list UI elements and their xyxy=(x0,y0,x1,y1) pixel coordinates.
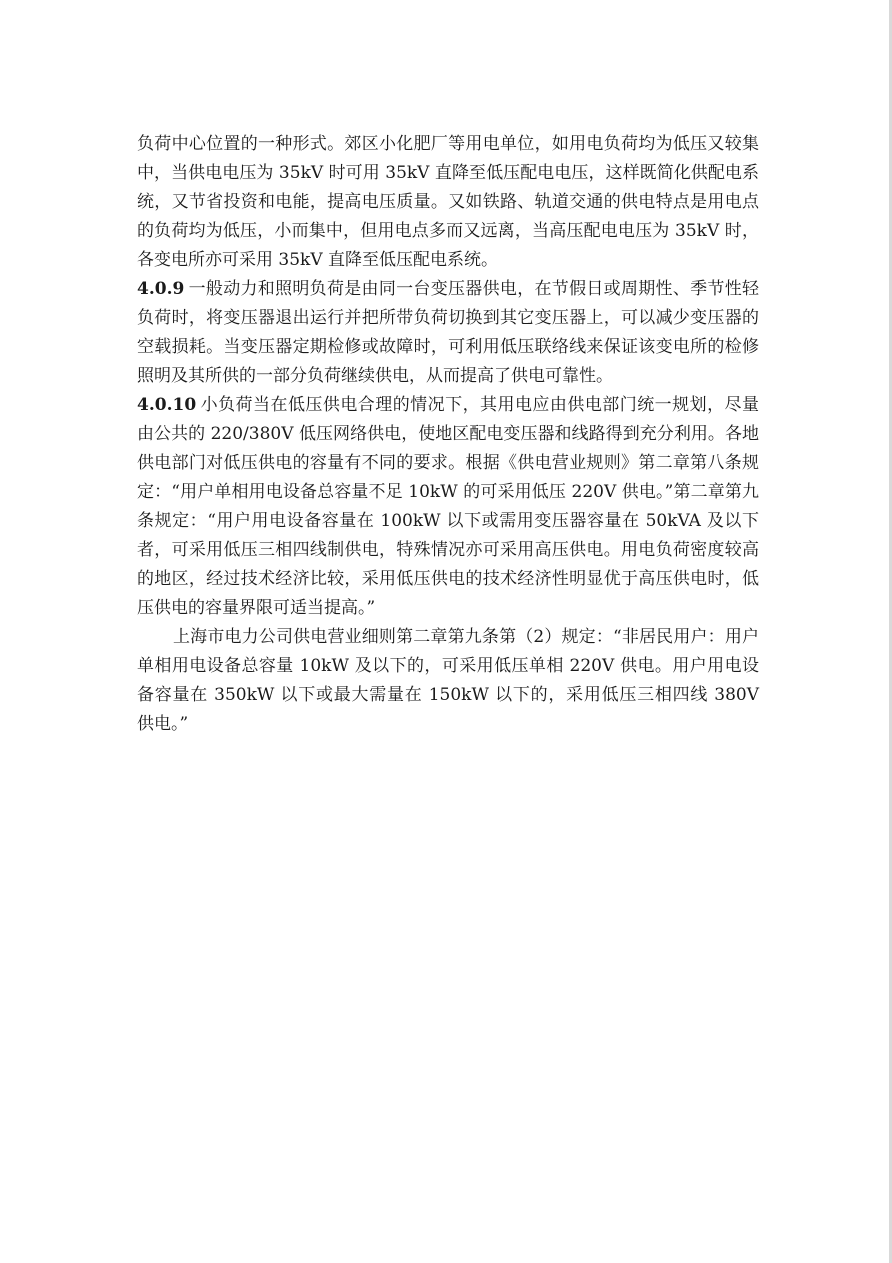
body-text xyxy=(137,130,759,739)
clause-4-0-10 xyxy=(137,391,759,623)
clause-number: 4.0.10 xyxy=(137,395,197,415)
clause-4-0-9 xyxy=(137,275,759,391)
paragraph-text: 小负荷当在低压供电合理的情况下，其用电应由供电部门统一规划，尽量由公共的 220/380V 低压网络供电，使地区配电变压器和线路得到充分利用。各地供电部门对低压供电的容量有不同的要求。根据《供电营业规则》第二章第八条规定：“用户单相用电设备总容量不足 10kW 的可采用低压 220V 供电。”第二章第九条规定：“用户用电设备容量在 100kW 以下或需用变压器容量在 50kVA 及以下者，可采用低压三相四线制供电，特殊情况亦可采用高压供电。用电负荷密度较高的地区，经过技术经济比较，采用低压供电的技术经济性明显优于高压供电时，低压供电的容量界限可适当提高。” xyxy=(137,395,759,618)
paragraph-text: 上海市电力公司供电营业细则第二章第九条第（2）规定：“非居民用户：用户单相用电设备总容量 10kW 及以下的，可采用低压单相 220V 供电。用户用电设备容量在 350kW 以下或最大需量在 150kW 以下的，采用低压三相四线 380V 供电。” xyxy=(137,627,759,734)
paragraph-text: 一般动力和照明负荷是由同一台变压器供电，在节假日或周期性、季节性轻负荷时，将变压器退出运行并把所带负荷切换到其它变压器上，可以减少变压器的空载损耗。当变压器定期检修或故障时，可利用低压联络线来保证该变电所的检修照明及其所供的一部分负荷继续供电，从而提高了供电可靠性。 xyxy=(137,279,759,386)
clause-number: 4.0.9 xyxy=(137,279,185,299)
paragraph-shanghai-rule xyxy=(137,623,759,739)
paragraph-continuation xyxy=(137,130,759,275)
paragraph-text: 负荷中心位置的一种形式。郊区小化肥厂等用电单位，如用电负荷均为低压又较集中，当供电电压为 35kV 时可用 35kV 直降至低压配电电压，这样既简化供配电系统，又节省投资和电能，提高电压质量。又如铁路、轨道交通的供电特点是用电点的负荷均为低压，小而集中，但用电点多而又远离，当高压配电电压为 35kV 时，各变电所亦可采用 35kV 直降至低压配电系统。 xyxy=(137,134,759,270)
